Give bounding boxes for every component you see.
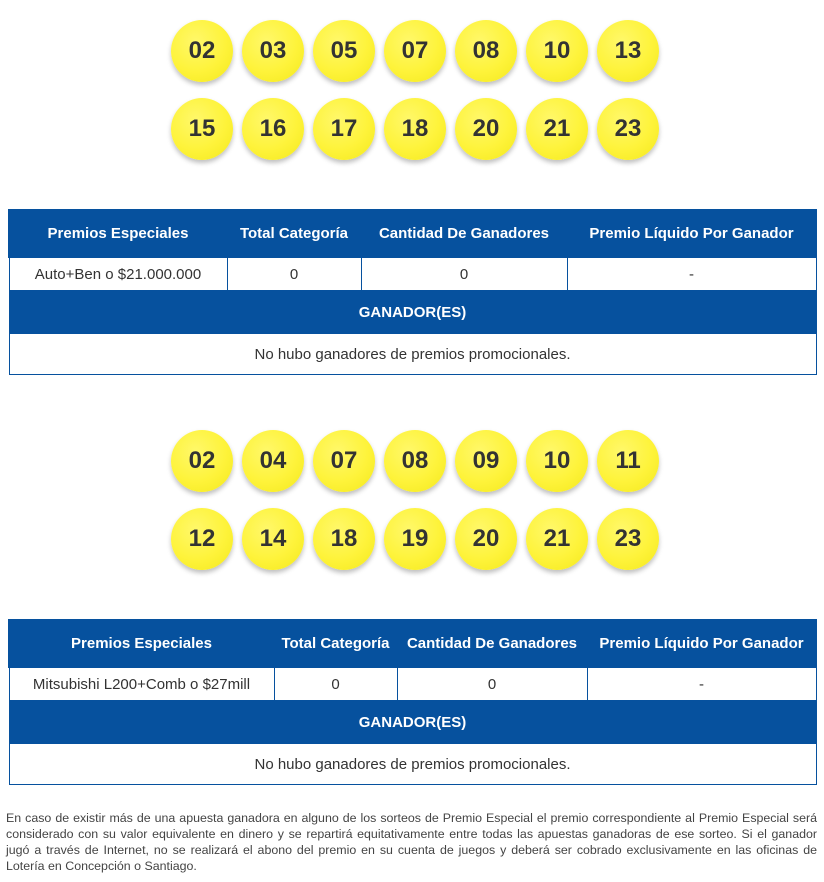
prize-name-cell: Auto+Ben o $21.000.000 xyxy=(9,257,227,291)
no-winners-message: No hubo ganadores de premios promocionales. xyxy=(9,334,816,375)
ball: 23 xyxy=(597,508,659,570)
ball: 18 xyxy=(313,508,375,570)
ball: 07 xyxy=(313,430,375,492)
ball: 17 xyxy=(313,98,375,160)
ball: 19 xyxy=(384,508,446,570)
ball: 23 xyxy=(597,98,659,160)
footer-note: En caso de existir más de una apuesta ganadora en alguno de los sorteos de Premio Especial el premio correspondiente al Premio Especial será considerado con su valor equivalente en dinero y se repartirá equitativamente entre todas las apuestas ganadoras de ese sorteo. Si el ganador jugó a través de Internet, no se realizará el abono del premio en su cuenta de juegos y deberá ser cobrado exclusivamente en las oficinas de Lotería en Concepción o Santiago. xyxy=(6,811,817,873)
ball: 02 xyxy=(171,430,233,492)
table-row xyxy=(9,667,816,701)
header-premio-liquido: Premio Líquido Por Ganador xyxy=(587,620,816,667)
header-premio-liquido: Premio Líquido Por Ganador xyxy=(567,210,816,257)
ball: 10 xyxy=(526,430,588,492)
ball: 07 xyxy=(384,20,446,82)
no-winners-message: No hubo ganadores de premios promocionales. xyxy=(9,744,816,785)
ball: 21 xyxy=(526,508,588,570)
winners-title: GANADOR(ES) xyxy=(9,291,816,334)
winners-header-row xyxy=(9,291,816,334)
header-cantidad-ganadores: Cantidad De Ganadores xyxy=(397,620,587,667)
total-category-cell: 0 xyxy=(227,257,361,291)
ball: 10 xyxy=(526,20,588,82)
ball: 02 xyxy=(171,20,233,82)
ball: 08 xyxy=(384,430,446,492)
special-prizes-table xyxy=(8,209,817,375)
ball: 18 xyxy=(384,98,446,160)
winner-count-cell: 0 xyxy=(397,667,587,701)
ball: 04 xyxy=(242,430,304,492)
ball: 21 xyxy=(526,98,588,160)
winners-row xyxy=(9,744,816,785)
ball-row xyxy=(0,508,824,586)
ball-row xyxy=(0,98,824,176)
table-header-row xyxy=(9,210,816,257)
ball: 13 xyxy=(597,20,659,82)
table-row xyxy=(9,257,816,291)
header-premios-especiales: Premios Especiales xyxy=(9,210,227,257)
ball: 14 xyxy=(242,508,304,570)
header-cantidad-ganadores: Cantidad De Ganadores xyxy=(361,210,567,257)
table-header-row xyxy=(9,620,816,667)
ball: 12 xyxy=(171,508,233,570)
ball: 08 xyxy=(455,20,517,82)
net-prize-cell: - xyxy=(587,667,816,701)
draw-1-balls xyxy=(0,20,824,176)
ball: 09 xyxy=(455,430,517,492)
header-total-categoria: Total Categoría xyxy=(227,210,361,257)
winner-count-cell: 0 xyxy=(361,257,567,291)
total-category-cell: 0 xyxy=(274,667,397,701)
header-premios-especiales: Premios Especiales xyxy=(9,620,274,667)
net-prize-cell: - xyxy=(567,257,816,291)
ball: 16 xyxy=(242,98,304,160)
winners-row xyxy=(9,334,816,375)
ball-row xyxy=(0,430,824,508)
winners-title: GANADOR(ES) xyxy=(9,701,816,744)
ball: 05 xyxy=(313,20,375,82)
ball: 20 xyxy=(455,508,517,570)
ball: 03 xyxy=(242,20,304,82)
ball-row xyxy=(0,20,824,98)
prize-name-cell: Mitsubishi L200+Comb o $27mill xyxy=(9,667,274,701)
ball: 11 xyxy=(597,430,659,492)
ball: 15 xyxy=(171,98,233,160)
winners-header-row xyxy=(9,701,816,744)
ball: 20 xyxy=(455,98,517,160)
header-total-categoria: Total Categoría xyxy=(274,620,397,667)
special-prizes-table xyxy=(8,619,817,785)
draw-2-balls xyxy=(0,430,824,586)
